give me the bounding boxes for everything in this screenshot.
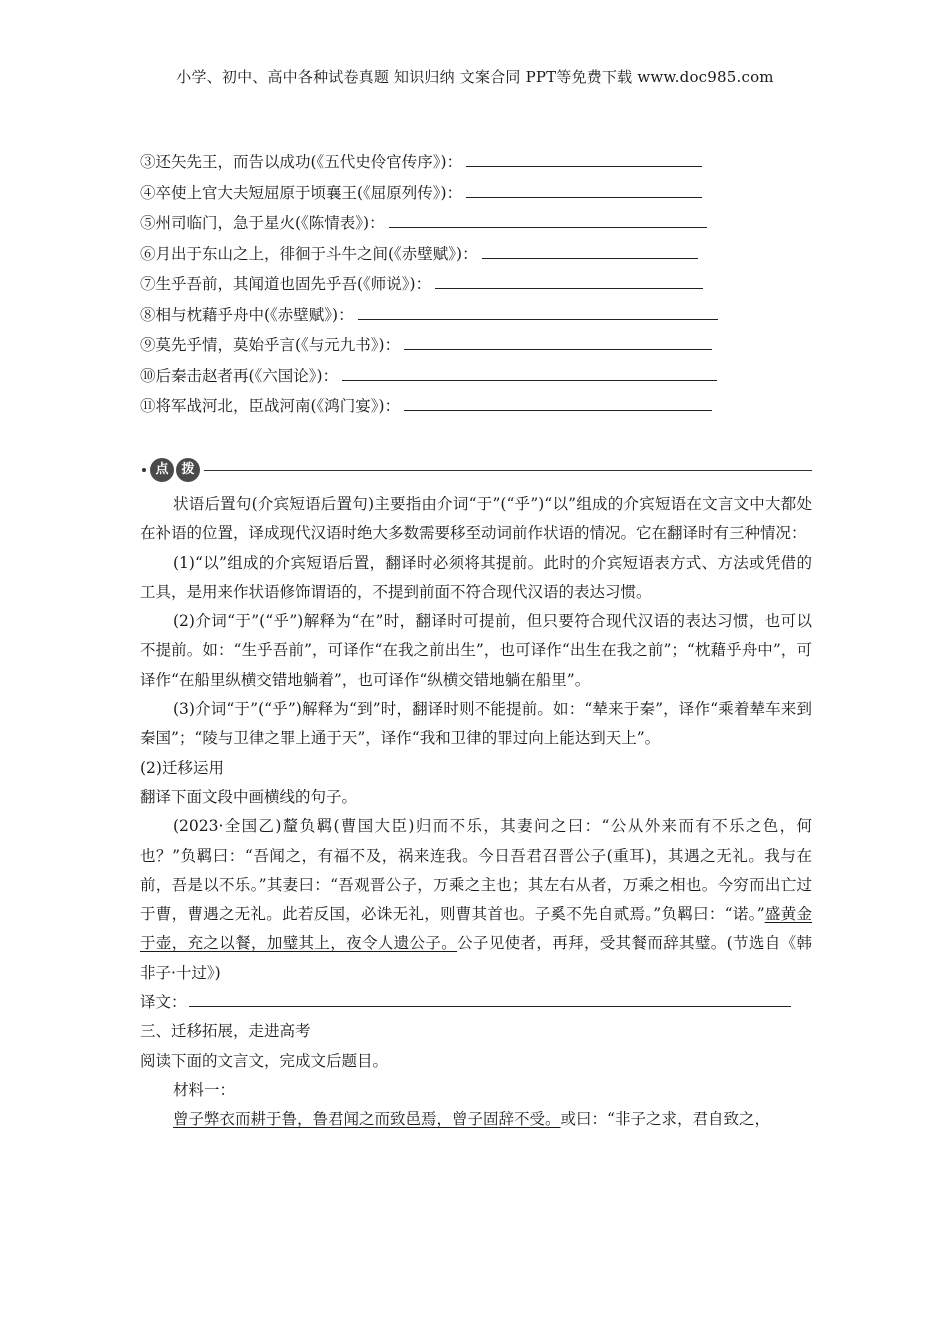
answer-blank[interactable] [435,274,703,289]
translation-blank[interactable] [189,992,791,1007]
question-item [140,181,760,212]
tip-divider [140,458,812,484]
answer-blank[interactable] [389,213,707,228]
explanation-point-2: (2)介词“于”(“乎”)解释为“在”时，翻译时可提前，但只要符合现代汉语的表达习惯，也可以不提前。如：“生乎吾前”，可译作“在我之前出生”，也可译作“出生在我之前”；“枕藉乎舟中”，可译作“在船里纵横交错地躺着”，也可译作“纵横交错地躺在船里”。 [140,612,812,689]
answer-blank[interactable] [358,305,718,320]
transfer-instruction: 翻译下面文段中画横线的句子。 [140,787,358,806]
question-item [140,242,760,273]
question-item [140,303,760,334]
translation-row [140,988,812,1017]
answer-blank[interactable] [404,396,712,411]
answer-blank[interactable] [466,152,702,167]
transfer-passage [140,812,812,988]
question-text: ⑨莫先乎情，莫始乎言(《与元九书》)： [140,336,401,354]
answer-blank[interactable] [404,335,712,350]
transfer-heading: (2)迁移运用 [140,758,224,777]
passage-text-end: 公子见使者，再拜，受其餐而辞其璧。(节选自《韩非子·十过》) [140,934,812,982]
underlined-sentence: 曾子弊衣而耕于鲁，鲁君闻之而致邑焉，曾子固辞不受。 [173,1110,561,1129]
question-text: ⑩后秦击赵者再(《六国论》)： [140,366,339,385]
translation-label: 译文： [140,993,187,1012]
question-item [140,272,760,303]
material-passage [140,1105,812,1134]
explanation-point-3: (3)介词“于”(“乎”)解释为“到”时，翻译时则不能提前。如：“辇来于秦”，译作“乘着辇车来到秦国”；“陵与卫律之罪上通于天”，译作“我和卫律的罪过向上能达到天上”。 [140,700,812,748]
question-item [140,150,760,181]
answer-blank[interactable] [466,183,702,198]
question-text: ⑦生乎吾前，其闻道也固先乎吾(《师说》)： [140,275,432,293]
question-text: ⑤州司临门，急于星火(《陈情表》)： [140,214,385,232]
section3-heading: 三、迁移拓展，走进高考 [140,1022,311,1041]
answer-blank[interactable] [342,366,717,381]
tip-badge-char1: 点 [150,458,174,482]
page-header: 小学、初中、高中各种试卷真题 知识归纳 文案合同 PPT等免费下载 www.doc985.com [176,68,774,86]
divider-line [204,470,812,471]
question-item [140,211,760,242]
question-item [140,364,760,395]
explanation-intro: 状语后置句(介宾短语后置句)主要指由介词“于”(“乎”)“以”组成的介宾短语在文言文中大都处在补语的位置，译成现代汉语时绝大多数需要移至动词前作状语的情况。它在翻译时有三种情况： [140,495,812,543]
passage-text: (2023·全国乙)釐负羁(曹国大臣)归而不乐，其妻问之曰：“公从外来而有不乐之色，何也？”负羁曰：“吾闻之，有福不及，祸来连我。今日吾君召晋公子(重耳)，其遇之无礼。我与在前，吾是以不乐。”其妻曰：“吾观晋公子，万乘之主也；其左右从者，万乘之相也。今穷而出亡过于曹，曹遇之无礼。此若反国，必诛无礼，则曹其首也。子奚不先自贰焉。”负羁曰：“诺。” [140,817,812,924]
question-text: ④卒使上官大夫短屈原于顷襄王(《屈原列传》)： [140,183,463,202]
question-list [140,150,760,425]
tip-badge-char2: 拨 [176,458,200,482]
explanation-section [140,490,812,1135]
question-item [140,394,760,425]
bullet-dot-icon [142,468,146,472]
question-text: ⑪将军战河北，臣战河南(《鸿门宴》)： [140,397,401,415]
material-label: 材料一： [173,1080,236,1099]
answer-blank[interactable] [482,244,698,259]
material-text: 或曰：“非子之求，君自致之， [560,1110,770,1129]
underlined-sentence: 盛黄金于壶，充之以餐，加璧其上，夜令人遗公子。 [140,905,812,953]
question-item [140,333,760,364]
question-text: ⑧相与枕藉乎舟中(《赤壁赋》)： [140,305,354,324]
section3-instruction: 阅读下面的文言文，完成文后题目。 [140,1051,389,1070]
question-text: ③还矢先王，而告以成功(《五代史伶官传序》)： [140,153,463,171]
explanation-point-1: (1)“以”组成的介宾短语后置，翻译时必须将其提前。此时的介宾短语表方式、方法或凭借的工具，是用来作状语修饰谓语的，不提到前面不符合现代汉语的表达习惯。 [140,553,812,601]
question-text: ⑥月出于东山之上，徘徊于斗牛之间(《赤壁赋》)： [140,244,478,263]
